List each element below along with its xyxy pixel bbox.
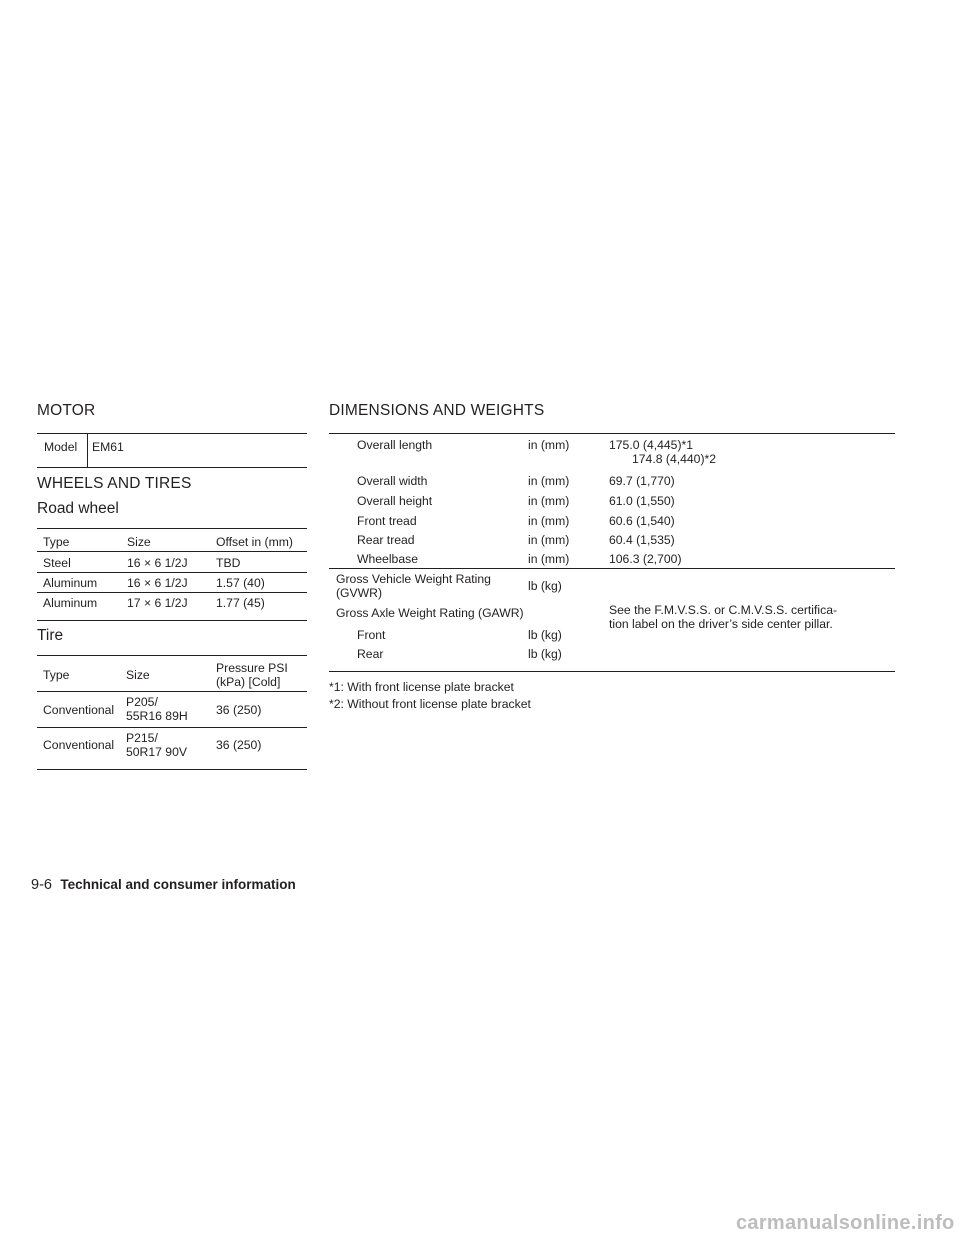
dimension-label: Rear tread [357,533,415,547]
dimension-value: 106.3 (2,700) [609,552,682,566]
gawr-rear-unit: lb (kg) [528,647,562,661]
weights-note: See the F.M.V.S.S. or C.M.V.S.S. certifica- [609,603,838,617]
dimension-unit: in (mm) [528,494,570,508]
motor-value: EM61 [92,440,124,454]
tire-row-rule [37,727,307,728]
table-cell: 17 × 6 1/2J [127,596,188,610]
page-number: 9-6 [31,877,52,893]
dimension-value: 175.0 (4,445)*1 [609,438,694,452]
tire-top-rule [37,655,307,656]
road-wheel-row-rule [37,572,307,573]
tire-col-type: Type [43,668,70,682]
tire-col-pressure-unit: (kPa) [Cold] [216,675,281,689]
table-cell: P215/ [126,731,158,745]
table-cell: 1.57 (40) [216,576,265,590]
motor-top-rule [37,433,307,434]
table-cell: P205/ [126,695,158,709]
gawr-front-unit: lb (kg) [528,628,562,642]
table-cell: Aluminum [43,596,98,610]
dimension-value-alt: 174.8 (4,440)*2 [632,452,717,466]
dimension-label: Overall width [357,474,428,488]
tire-col-size: Size [126,668,150,682]
footnote: *2: Without front license plate bracket [329,697,531,711]
gvwr-label: Gross Vehicle Weight Rating [336,572,491,586]
dimension-unit: in (mm) [528,514,570,528]
dimension-unit: in (mm) [528,474,570,488]
table-cell: 16 × 6 1/2J [127,576,188,590]
motor-bottom-rule [37,467,307,468]
road-wheel-col-offset: Offset in (mm) [216,535,293,549]
table-cell: 1.77 (45) [216,596,265,610]
dimension-label: Overall height [357,494,433,508]
section-title: Technical and consumer information [60,877,296,892]
weights-note-cont: tion label on the driver’s side center pillar. [609,617,833,631]
gawr-front-label: Front [357,628,386,642]
road-wheel-col-type: Type [43,535,70,549]
tire-heading: Tire [37,627,64,644]
gawr-rear-label: Rear [357,647,384,661]
dimension-label: Front tread [357,514,417,528]
road-wheel-heading: Road wheel [37,500,119,517]
tire-header-rule [37,691,307,692]
motor-heading: MOTOR [37,402,96,419]
dimensions-weights-rule [329,568,895,569]
dimension-value: 61.0 (1,550) [609,494,675,508]
dimensions-bottom-rule [329,671,895,672]
dimension-unit: in (mm) [528,438,570,452]
tire-col-pressure: Pressure PSI [216,661,288,675]
gawr-label: Gross Axle Weight Rating (GAWR) [336,606,524,620]
page-footer [31,876,296,894]
table-cell: 36 (250) [216,738,262,752]
road-wheel-col-size: Size [127,535,151,549]
dimension-label: Wheelbase [357,552,418,566]
motor-label: Model [44,440,78,454]
table-cell: TBD [216,556,241,570]
table-cell: 50R17 90V [126,745,187,759]
dimension-value: 60.6 (1,540) [609,514,675,528]
dimension-unit: in (mm) [528,533,570,547]
dimension-value: 69.7 (1,770) [609,474,675,488]
table-cell: Conventional [43,703,115,717]
road-wheel-top-rule [37,528,307,529]
table-cell: 36 (250) [216,703,262,717]
dimensions-heading: DIMENSIONS AND WEIGHTS [329,402,545,419]
dimension-label: Overall length [357,438,433,452]
table-cell: 55R16 89H [126,709,188,723]
road-wheel-bottom-rule [37,620,307,621]
motor-divider [87,433,88,467]
table-cell: Aluminum [43,576,98,590]
dimension-value: 60.4 (1,535) [609,533,675,547]
road-wheel-header-rule [37,551,307,552]
watermark-text: carmanualsonline.info [736,1212,955,1234]
gvwr-unit: lb (kg) [528,579,562,593]
dimensions-top-rule [329,433,895,434]
footnote: *1: With front license plate bracket [329,680,514,694]
dimension-unit: in (mm) [528,552,570,566]
gvwr-label-abbr: (GVWR) [336,586,383,600]
table-cell: Conventional [43,738,115,752]
table-cell: Steel [43,556,71,570]
tire-bottom-rule [37,769,307,770]
wheels-heading: WHEELS AND TIRES [37,475,192,492]
table-cell: 16 × 6 1/2J [127,556,188,570]
road-wheel-row-rule [37,592,307,593]
